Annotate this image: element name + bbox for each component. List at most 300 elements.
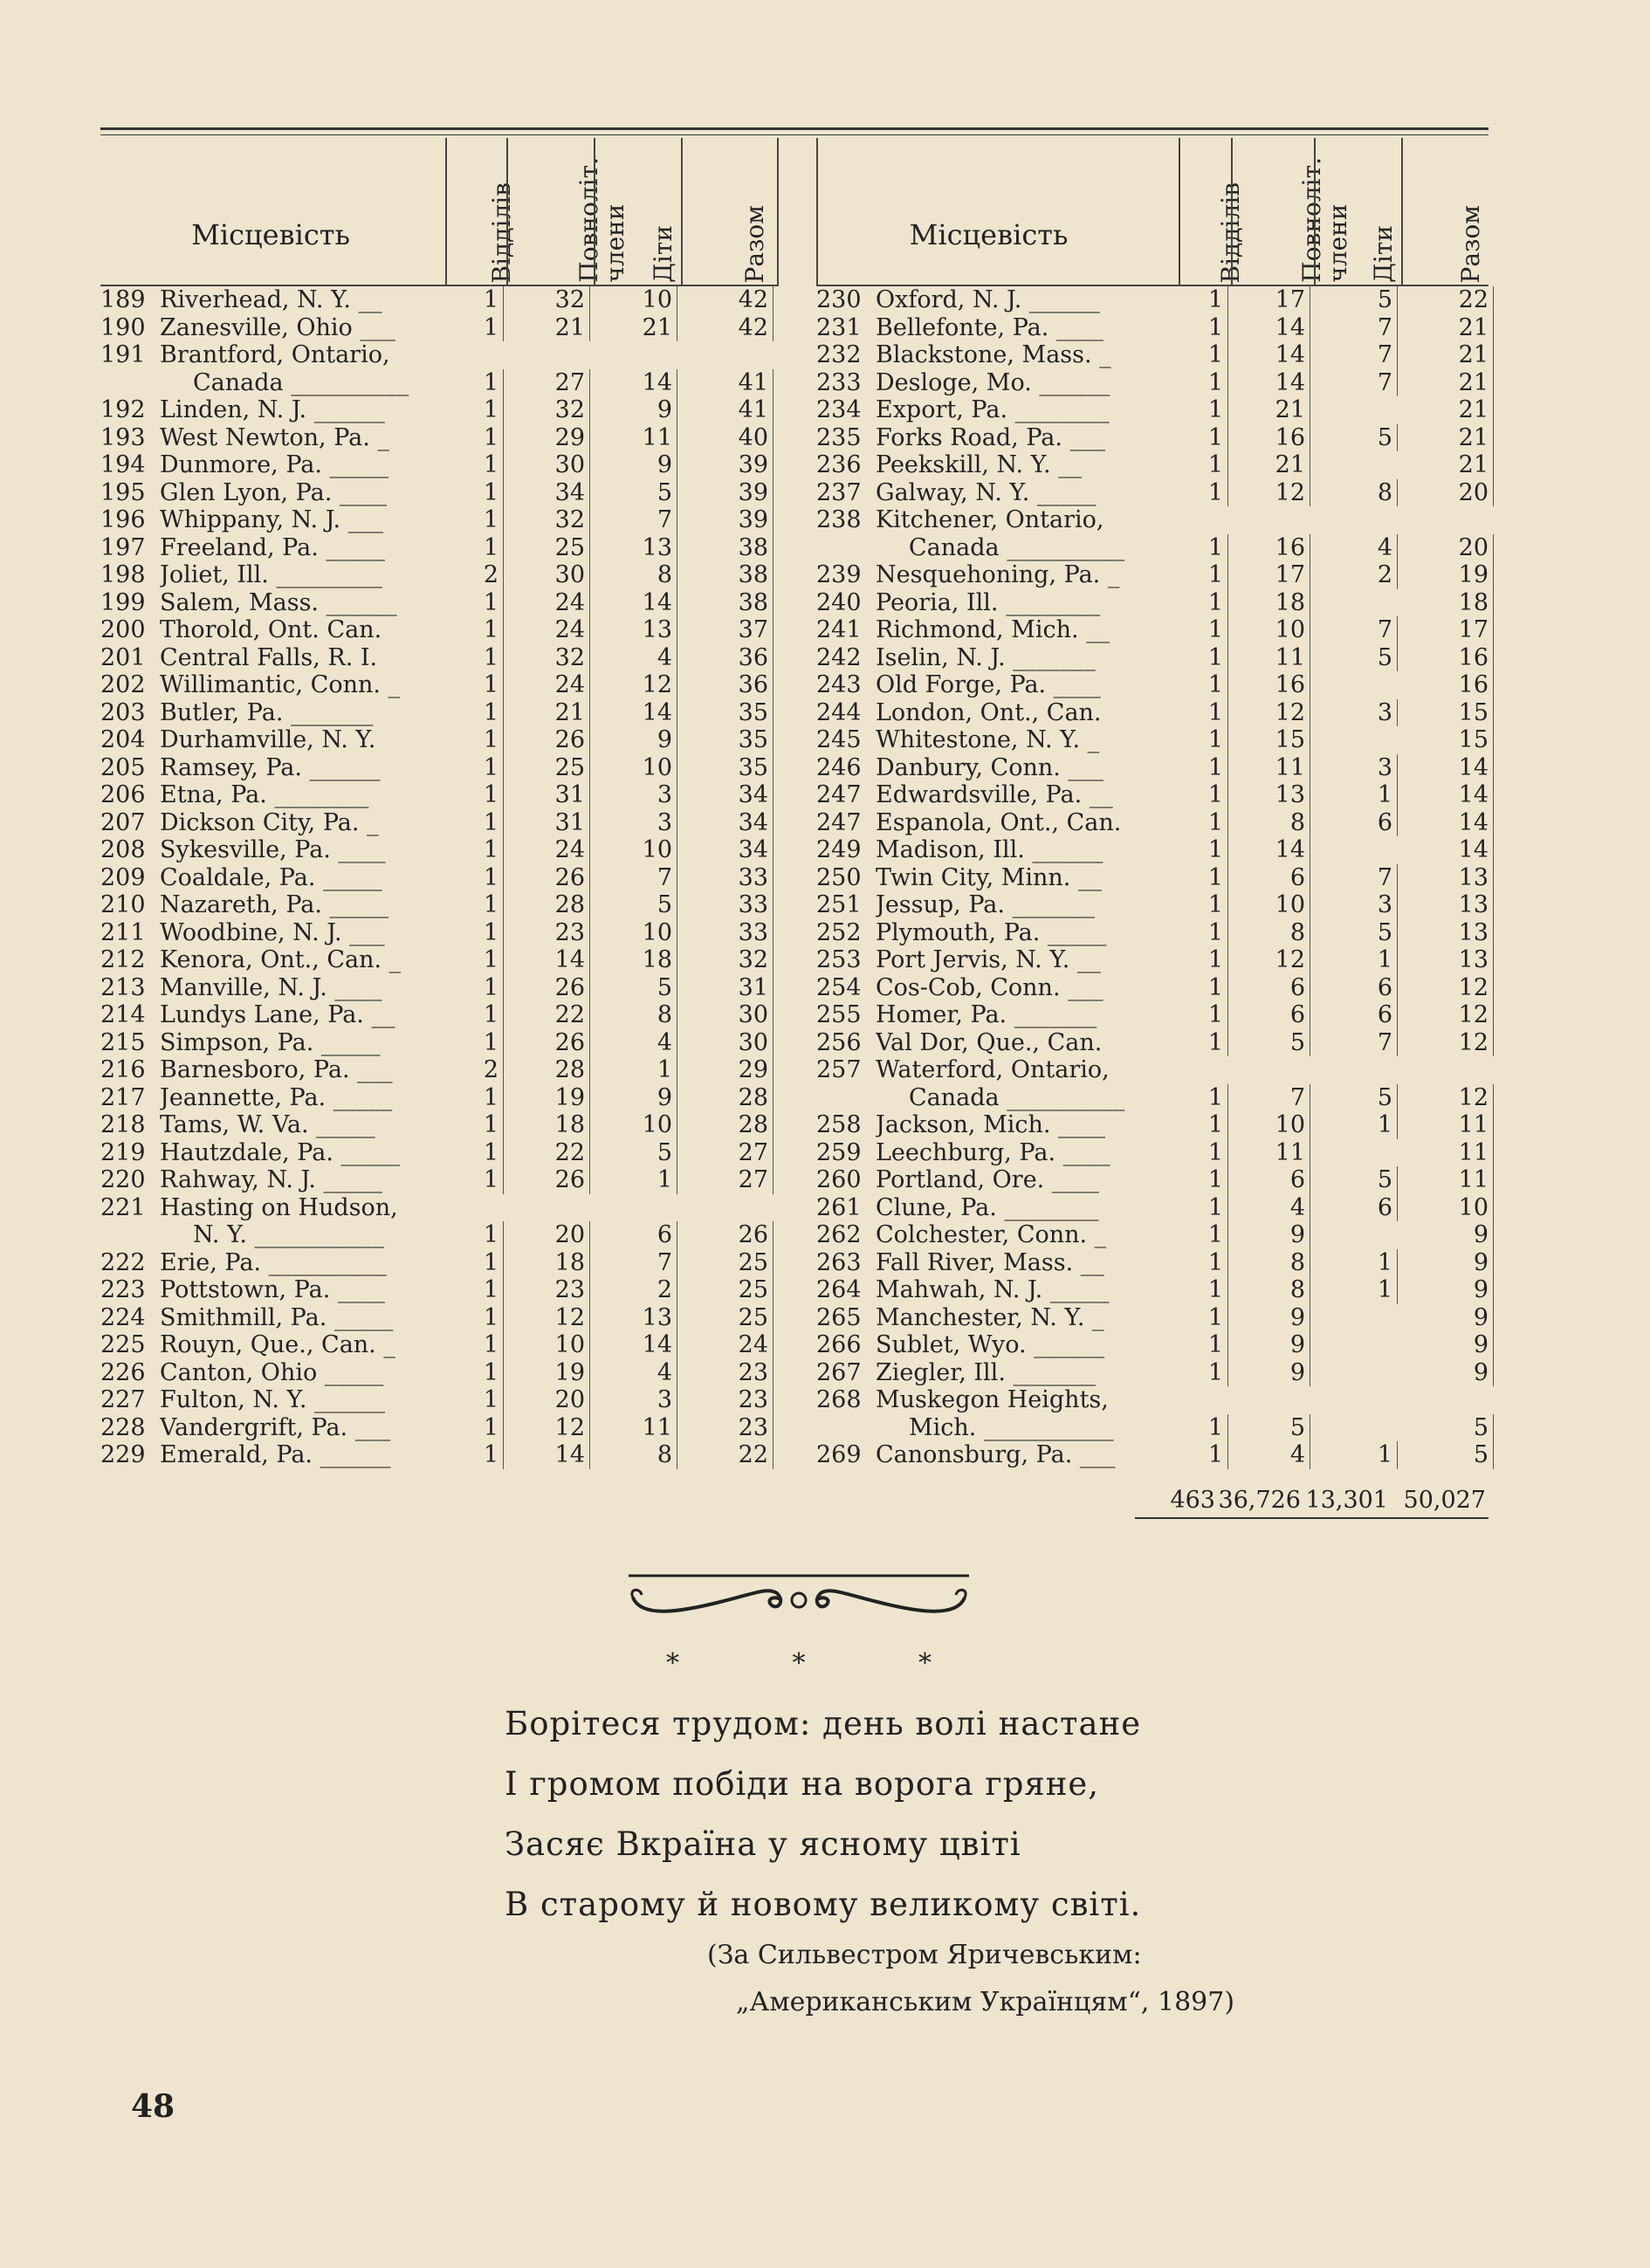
table-row (816, 1111, 1488, 1139)
total-cell: 39 (681, 451, 768, 479)
branches-cell: 1 (445, 1029, 498, 1057)
place-name: Nesquehoning, Pa. _ (876, 561, 1120, 588)
total-cell: 36 (681, 644, 768, 672)
place-name: Salem, Mass. ______ (160, 588, 397, 616)
table-row (100, 479, 777, 507)
branches-cell: 1 (1179, 561, 1223, 589)
place-name: Glen Lyon, Pa. ____ (160, 478, 387, 506)
adults-cell: 21 (506, 314, 585, 342)
adults-cell: 19 (506, 1084, 585, 1112)
children-cell: 3 (594, 809, 672, 837)
children-cell: 5 (594, 974, 672, 1002)
place-name: Leechburg, Pa. ____ (876, 1138, 1110, 1166)
branches-cell: 1 (1179, 836, 1223, 864)
place-name: Linden, N. J. ______ (160, 396, 385, 423)
children-cell: 10 (594, 754, 672, 782)
total-cell: 33 (681, 864, 768, 892)
children-cell: 18 (594, 946, 672, 974)
row-number: 262 (816, 1221, 862, 1248)
row-number: 201 (100, 643, 146, 671)
top-rule (100, 127, 1488, 130)
poem-line: І громом побіди на ворога гряне, (505, 1765, 1100, 1803)
adults-cell: 26 (506, 1166, 585, 1194)
branches-cell: 1 (1179, 1441, 1223, 1469)
table-row (816, 781, 1488, 809)
row-number: 211 (100, 918, 146, 946)
total-cell: 35 (681, 699, 768, 727)
right-rows (816, 286, 1488, 1469)
table-row (100, 534, 777, 562)
total-cell: 9 (1401, 1276, 1488, 1304)
total-cell: 5 (1401, 1414, 1488, 1442)
table-row (100, 1249, 777, 1277)
branches-cell: 1 (1179, 891, 1223, 919)
adults-cell: 8 (1231, 1276, 1305, 1304)
total-cell: 27 (681, 1166, 768, 1194)
table-row (100, 809, 777, 837)
table-row (100, 1304, 777, 1332)
children-cell: 7 (1314, 314, 1392, 342)
branches-cell: 1 (1179, 314, 1223, 342)
table-row (816, 341, 1488, 369)
total-cell: 21 (1401, 451, 1488, 479)
row-number: 269 (816, 1441, 862, 1468)
adults-cell: 11 (1231, 754, 1305, 782)
total-cell: 22 (1401, 286, 1488, 314)
table-row (816, 424, 1488, 452)
adults-cell: 23 (506, 1276, 585, 1304)
row-number: 220 (100, 1166, 146, 1193)
table-row (816, 836, 1488, 864)
total-cell: 42 (681, 314, 768, 342)
children-cell: 1 (1314, 1111, 1392, 1139)
table-row (816, 671, 1488, 699)
total-cell: 41 (681, 369, 768, 397)
adults-cell: 7 (1231, 1084, 1305, 1112)
adults-cell: 31 (506, 781, 585, 809)
branches-cell: 1 (445, 864, 498, 892)
row-number: 217 (100, 1083, 146, 1111)
branches-cell: 1 (445, 919, 498, 947)
place-name: Freeland, Pa. _____ (160, 533, 385, 561)
place-name: Manville, N. J. ____ (160, 973, 382, 1001)
children-cell: 5 (594, 891, 672, 919)
branches-cell: 1 (445, 809, 498, 837)
table-row (100, 589, 777, 617)
place-name: Smithmill, Pa. _____ (160, 1303, 394, 1331)
adults-cell: 8 (1231, 919, 1305, 947)
row-number: 237 (816, 478, 862, 506)
place-name: Twin City, Minn. __ (876, 863, 1102, 891)
row-number: 212 (100, 946, 146, 973)
branches-cell: 1 (1179, 1276, 1223, 1304)
table-row (816, 1331, 1488, 1359)
adults-cell: 20 (506, 1221, 585, 1249)
row-number: 225 (100, 1331, 146, 1358)
table-row (816, 644, 1488, 672)
row-number: 256 (816, 1028, 862, 1056)
place-name: Desloge, Mo. ______ (876, 368, 1110, 396)
adults-cell: 32 (506, 506, 585, 534)
children-cell: 4 (1314, 534, 1392, 562)
table-row (100, 1166, 777, 1194)
top-rule-thin (100, 134, 1488, 135)
total-cell: 9 (1401, 1304, 1488, 1332)
children-cell: 1 (1314, 1441, 1392, 1469)
table-row (816, 589, 1488, 617)
total-cell: 11 (1401, 1166, 1488, 1194)
branches-cell: 1 (445, 1166, 498, 1194)
row-number: 194 (100, 451, 146, 478)
place-name: Dunmore, Pa. _____ (160, 451, 389, 478)
row-number: 249 (816, 836, 862, 863)
adults-cell: 6 (1231, 864, 1305, 892)
place-name: Joliet, Ill. _________ (160, 561, 382, 588)
total-cell: 19 (1401, 561, 1488, 589)
place-name: Richmond, Mich. __ (876, 616, 1110, 643)
place-name: Lundys Lane, Pa. __ (160, 1001, 395, 1028)
branches-cell: 1 (445, 424, 498, 452)
place-name: Fulton, N. Y. ______ (160, 1386, 385, 1413)
children-cell: 8 (1314, 479, 1392, 507)
place-name: Peoria, Ill. ________ (876, 588, 1101, 616)
place-header: Місцевість (909, 218, 1069, 251)
adults-cell: 5 (1231, 1414, 1305, 1442)
adults-cell: 18 (506, 1111, 585, 1139)
branches-cell: 1 (1179, 1249, 1223, 1277)
table-row (100, 1359, 777, 1387)
table-row (816, 891, 1488, 919)
table-row (816, 919, 1488, 947)
adults-cell: 24 (506, 616, 585, 644)
adults-cell: 24 (506, 589, 585, 617)
adults-cell: 31 (506, 809, 585, 837)
children-cell: 2 (1314, 561, 1392, 589)
poem (505, 1694, 1141, 1935)
branches-cell: 1 (445, 1276, 498, 1304)
table-row (816, 616, 1488, 644)
total-cell: 32 (681, 946, 768, 974)
row-number: 235 (816, 423, 862, 451)
table-row (100, 946, 777, 974)
adults-cell: 28 (506, 891, 585, 919)
total-cell: 21 (1401, 314, 1488, 342)
total-cell: 13 (1401, 891, 1488, 919)
children-cell: 5 (1314, 1166, 1392, 1194)
adults-cell: 20 (506, 1386, 585, 1414)
row-number: 231 (816, 313, 862, 341)
row-number: 190 (100, 313, 146, 341)
table-row (816, 314, 1488, 342)
children-cell: 6 (1314, 809, 1392, 837)
row-number: 233 (816, 368, 862, 396)
row-number: 216 (100, 1056, 146, 1083)
table-row (100, 919, 777, 947)
children-cell: 10 (594, 1111, 672, 1139)
row-number: 215 (100, 1028, 146, 1056)
row-number: 246 (816, 753, 862, 781)
place-name: Export, Pa. ________ (876, 396, 1110, 423)
row-number: 267 (816, 1358, 862, 1386)
total-cell: 39 (681, 506, 768, 534)
adults-cell: 30 (506, 561, 585, 589)
right-table (816, 138, 1488, 1469)
adults-cell: 25 (506, 754, 585, 782)
adults-cell: 11 (1231, 644, 1305, 672)
adults-cell: 4 (1231, 1441, 1305, 1469)
branches-cell: 1 (445, 506, 498, 534)
adults-cell: 14 (1231, 369, 1305, 397)
branches-cell: 1 (1179, 1414, 1223, 1442)
total-cell: 21 (1401, 424, 1488, 452)
left-rows (100, 286, 777, 1469)
branches-cell: 1 (445, 314, 498, 342)
table-row (100, 369, 777, 397)
row-number: 263 (816, 1248, 862, 1276)
branches-cell: 1 (1179, 589, 1223, 617)
total-cell: 40 (681, 424, 768, 452)
children-cell: 12 (594, 671, 672, 699)
table-row (100, 1111, 777, 1139)
children-cell: 4 (594, 1029, 672, 1057)
children-cell: 3 (594, 781, 672, 809)
row-number: 206 (100, 781, 146, 808)
row-number: 218 (100, 1111, 146, 1138)
children-cell: 14 (594, 369, 672, 397)
adults-cell: 34 (506, 479, 585, 507)
adults-cell: 26 (506, 974, 585, 1002)
row-number: 203 (100, 698, 146, 726)
place-name: Brantford, Ontario, (160, 341, 390, 368)
children-cell: 7 (1314, 864, 1392, 892)
total-cell: 25 (681, 1249, 768, 1277)
table-row (816, 946, 1488, 974)
row-number: 229 (100, 1441, 146, 1468)
row-number: 239 (816, 561, 862, 588)
adults-cell: 4 (1231, 1194, 1305, 1222)
row-number: 205 (100, 753, 146, 781)
row-number: 192 (100, 396, 146, 423)
adults-cell: 19 (506, 1359, 585, 1387)
total-cell: 14 (1401, 809, 1488, 837)
children-cell: 7 (1314, 616, 1392, 644)
place-name: Woodbine, N. J. ___ (160, 918, 385, 946)
total-cell: 21 (1401, 369, 1488, 397)
branches-cell: 1 (445, 1221, 498, 1249)
adults-cell: 18 (1231, 589, 1305, 617)
table-row (100, 699, 777, 727)
total-cell: 18 (1401, 589, 1488, 617)
total-cell: 25 (681, 1276, 768, 1304)
row-number: 199 (100, 588, 146, 616)
table-row (100, 286, 777, 314)
branches-cell: 1 (445, 451, 498, 479)
branches-cell: 1 (1179, 946, 1223, 974)
adults-cell: 12 (1231, 479, 1305, 507)
children-cell: 9 (594, 726, 672, 754)
total-cell: 33 (681, 919, 768, 947)
total-cell: 16 (1401, 644, 1488, 672)
row-number: 207 (100, 808, 146, 836)
ornament-icon (624, 1571, 973, 1624)
table-row (100, 836, 777, 864)
children-cell: 21 (594, 314, 672, 342)
total-cell: 13 (1401, 919, 1488, 947)
children-header: Діти (1369, 225, 1398, 283)
row-number: 189 (100, 286, 146, 313)
adults-cell: 14 (1231, 314, 1305, 342)
adults-cell: 21 (506, 699, 585, 727)
adults-cell: 17 (1231, 561, 1305, 589)
children-cell: 5 (1314, 919, 1392, 947)
children-cell: 7 (1314, 1029, 1392, 1057)
branches-cell: 1 (1179, 1029, 1223, 1057)
page-number: 48 (131, 2088, 175, 2125)
total-cell: 41 (681, 396, 768, 424)
children-cell: 10 (594, 836, 672, 864)
branches-cell: 1 (445, 1386, 498, 1414)
branches-cell: 1 (445, 396, 498, 424)
total-cell: 24 (681, 1331, 768, 1359)
children-cell: 3 (1314, 754, 1392, 782)
total-cell: 15 (1401, 699, 1488, 727)
total-cell: 12 (1401, 1084, 1488, 1112)
adults-cell: 10 (1231, 1111, 1305, 1139)
row-number: 204 (100, 726, 146, 753)
place-name: Zanesville, Ohio ___ (160, 313, 395, 341)
adults-cell: 10 (1231, 616, 1305, 644)
adults-cell: 22 (506, 1001, 585, 1029)
row-number: 245 (816, 726, 862, 753)
left-table (100, 138, 777, 1469)
adults-cell: 12 (506, 1414, 585, 1442)
table-row (100, 1139, 777, 1167)
total-cell: 33 (681, 891, 768, 919)
table-header (816, 138, 1488, 286)
branches-cell: 1 (445, 534, 498, 562)
adults-cell: 26 (506, 1029, 585, 1057)
row-number: 202 (100, 671, 146, 698)
total-cell: 11 (1401, 1139, 1488, 1167)
branches-cell: 1 (1179, 1001, 1223, 1029)
branches-cell: 1 (1179, 1139, 1223, 1167)
row-number: 226 (100, 1358, 146, 1386)
row-number: 255 (816, 1001, 862, 1028)
total-cell: 11 (1401, 1111, 1488, 1139)
children-cell: 5 (1314, 286, 1392, 314)
place-name: Ziegler, Ill. _______ (876, 1358, 1096, 1386)
branches-cell: 1 (445, 726, 498, 754)
branches-cell: 1 (445, 836, 498, 864)
poem-line: В старому й новому великому світі. (505, 1886, 1142, 1923)
total-cell: 21 (1401, 341, 1488, 369)
children-cell: 14 (594, 1331, 672, 1359)
place-name: Kenora, Ont., Can. _ (160, 946, 402, 973)
total-cell: 31 (681, 974, 768, 1002)
place-name: Canada __________ (193, 368, 409, 396)
table-row (816, 1249, 1488, 1277)
row-number: 221 (100, 1193, 146, 1221)
place-name: Thorold, Ont. Can. (160, 616, 382, 643)
adults-header: Повноліт. члени (1296, 157, 1352, 283)
branches-cell: 1 (1179, 919, 1223, 947)
place-name: Mich. ___________ (909, 1413, 1114, 1441)
place-name: Bellefonte, Pa. ____ (876, 313, 1103, 341)
children-cell: 13 (594, 1304, 672, 1332)
branches-cell: 1 (1179, 369, 1223, 397)
children-cell: 9 (594, 451, 672, 479)
table-row (816, 864, 1488, 892)
adults-cell: 25 (506, 534, 585, 562)
branches-cell: 2 (445, 561, 498, 589)
children-cell: 7 (594, 1249, 672, 1277)
branches-cell: 1 (1179, 726, 1223, 754)
table-row (816, 369, 1488, 397)
row-number: 240 (816, 588, 862, 616)
place-name: Muskegon Heights, (876, 1386, 1109, 1413)
table-header (100, 138, 777, 286)
children-cell: 1 (1314, 1249, 1392, 1277)
place-name: Kitchener, Ontario, (876, 506, 1104, 533)
children-cell: 10 (594, 286, 672, 314)
adults-cell: 29 (506, 424, 585, 452)
place-name: Sykesville, Pa. ____ (160, 836, 386, 863)
place-name: Whitestone, N. Y. _ (876, 726, 1100, 753)
place-name: Canada __________ (909, 1083, 1125, 1111)
adults-cell: 8 (1231, 809, 1305, 837)
branches-header: Відділів (487, 182, 516, 283)
table-row (100, 726, 777, 754)
branches-cell: 1 (1179, 341, 1223, 369)
row-number: 209 (100, 863, 146, 891)
adults-cell: 9 (1231, 1331, 1305, 1359)
adults-cell: 12 (1231, 699, 1305, 727)
adults-cell: 30 (506, 451, 585, 479)
adults-cell: 22 (506, 1139, 585, 1167)
children-header: Діти (649, 225, 677, 283)
adults-cell: 8 (1231, 1249, 1305, 1277)
row-number: 258 (816, 1111, 862, 1138)
branches-cell: 1 (445, 974, 498, 1002)
row-number: 223 (100, 1276, 146, 1303)
total-cell: 34 (681, 781, 768, 809)
table-row (100, 561, 777, 589)
children-cell: 6 (1314, 1194, 1392, 1222)
adults-cell: 24 (506, 671, 585, 699)
row-number: 232 (816, 341, 862, 368)
place-name: Fall River, Mass. __ (876, 1248, 1104, 1276)
place-name: Pottstown, Pa. ____ (160, 1276, 385, 1303)
place-name: Peekskill, N. Y. __ (876, 451, 1083, 478)
table-row (100, 1414, 777, 1442)
branches-cell: 1 (445, 891, 498, 919)
row-number: 236 (816, 451, 862, 478)
total-adults: 36,726 (1218, 1487, 1301, 1514)
row-number: 244 (816, 698, 862, 726)
row-number: 254 (816, 973, 862, 1001)
branches-cell: 1 (1179, 974, 1223, 1002)
place-name: Old Forge, Pa. ____ (876, 671, 1101, 698)
place-name: Mahwah, N. J. _____ (876, 1276, 1110, 1303)
adults-cell: 16 (1231, 424, 1305, 452)
place-name: Coaldale, Pa. _____ (160, 863, 382, 891)
place-name: Iselin, N. J. _______ (876, 643, 1096, 671)
table-row (100, 1276, 777, 1304)
place-name: Espanola, Ont., Can. (876, 808, 1122, 836)
total-cell: 17 (1401, 616, 1488, 644)
place-name: Dickson City, Pa. _ (160, 808, 379, 836)
total-cell: 42 (681, 286, 768, 314)
